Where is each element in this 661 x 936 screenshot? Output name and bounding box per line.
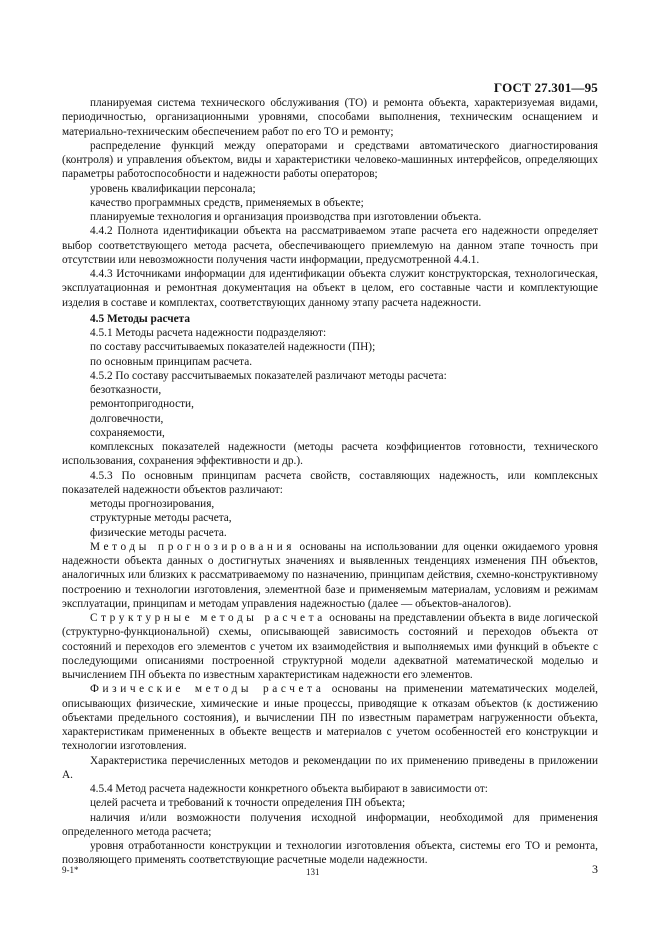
paragraph: планируемая система технического обслуживания (ТО) и ремонта объекта, характеризуемая видами, периодичностью, организационными уровнями, способами выполнения, техническим оснащением и материально-техническим обеспечением работ по его ТО и ремонту; [62,97,598,138]
list-item: наличия и/или возможности получения исходной информации, необходимой для применения определенного метода расчета; [62,811,598,838]
paragraph: уровень квалификации персонала; [90,182,256,195]
document-body [62,96,598,868]
paragraph: 4.5.1 Методы расчета надежности подразделяют: [90,327,327,339]
list-item: целей расчета и требований к точности определения ПН объекта; [90,797,406,810]
paragraph: 4.5.2 По составу рассчитываемых показателей различают методы расчета: [90,369,447,382]
method-paragraph-forecasting [62,540,598,611]
list-item: структурные методы расчета, [90,512,232,525]
paragraph: качество программных средств, применяемых в объекте; [90,196,364,209]
list-item: долговечности, [90,412,164,425]
method-term: Физические методы расчета [90,683,325,696]
document-id-header: ГОСТ 27.301—95 [493,80,598,95]
list-item: физические методы расчета. [90,526,227,539]
list-item: сохраняемости, [90,426,165,439]
paragraph: 4.5.3 По основным принципам расчета свойств, составляющих надежность, или комплексных показателей надежности объектов различают: [62,469,598,496]
method-text: основаны на представлении объекта в виде логической (структурно-функциональной) схемы, описывающей зависимость состояний и переходов объекта от состояний и переходов его элементов с учетом их взаимодействия и выполняемых ими функций в объекте с последующими описаниями построенной структурной модели адекватной математической моделью и вычислением ПН объекта по известным характеристикам надежности его элементов. [62,612,599,681]
method-paragraph-physical [62,682,598,753]
paragraph: 4.4.3 Источниками информации для идентификации объекта служит конструкторская, технологическая, эксплуатационная и ремонтная документация на объект в целом, его составные части и комплектующие изделия в составе и комплектах, соответствующих данному этапу расчета надежности. [62,268,598,309]
paragraph: по основным принципам расчета. [90,355,253,368]
paragraph: по составу рассчитываемых показателей надежности (ПН); [90,341,376,354]
page-number: 3 [592,862,598,876]
method-term: Структурные методы расчета [90,612,326,624]
method-text: основаны на применении математических моделей, описывающих физические, химические и иные процессы, приводящие к отказам объектов (к достижению объектами предельного состояния), и вычислении ПН по известным параметрам нагруженности объекта, характеристикам примененных в объекте веществ и материалов с учетом особенностей его конструкции и технологии изготовления. [62,683,598,753]
list-item: комплексных показателей надежности (методы расчета коэффициентов готовности, технического использования, сохранения эффективности и др.). [62,441,598,468]
list-item: безотказности, [90,384,162,396]
footer-sheet-number: 131 [306,867,320,877]
paragraph: 4.4.2 Полнота идентификации объекта на рассматриваемом этапе расчета его надежности определяет выбор соответствующего метода расчета, обеспечивающего приемлемую на данном этапе точность при отсутствии или невозможности получения части информации, предусмотренной 4.4.1. [62,225,598,266]
paragraph: планируемые технология и организация производства при изготовлении объекта. [90,211,482,223]
list-item: методы прогнозирования, [90,498,215,510]
list-item: ремонтопригодности, [90,398,194,411]
footer-signature-mark: 9-1* [62,865,79,875]
paragraph: 4.5.4 Метод расчета надежности конкретного объекта выбирают в зависимости от: [90,783,488,795]
method-paragraph-structural [62,611,598,682]
method-text: основаны на использовании для оценки ожидаемого уровня надежности объекта данных о достигнутых значениях и выявленных тенденциях изменения ПН объектов, аналогичных или близких к рассматриваемому по назначению, принципам действия, схемно-конструктивному построению и технологии изготовления, элементной базе и применяемым материалам, условиям и режимам эксплуатации, принципам и методам управления надежностью (далее — объектов-аналогов). [62,540,598,610]
list-item: уровня отработанности конструкции и технологии изготовления объекта, системы его ТО и ремонта, позволяющего применять соответствующие расчетные модели надежности. [62,840,598,867]
paragraph: Характеристика перечисленных методов и рекомендации по их применению приведены в приложении А. [62,754,598,781]
section-heading: 4.5 Методы расчета [90,312,190,325]
paragraph: распределение функций между операторами и средствами автоматического диагностирования (контроля) и управления объектом, виды и характеристики человеко-машинных интерфейсов, определяющих параметры работоспособности и надежности работы операторов; [62,139,598,181]
method-term: Методы прогнозирования [90,540,296,553]
